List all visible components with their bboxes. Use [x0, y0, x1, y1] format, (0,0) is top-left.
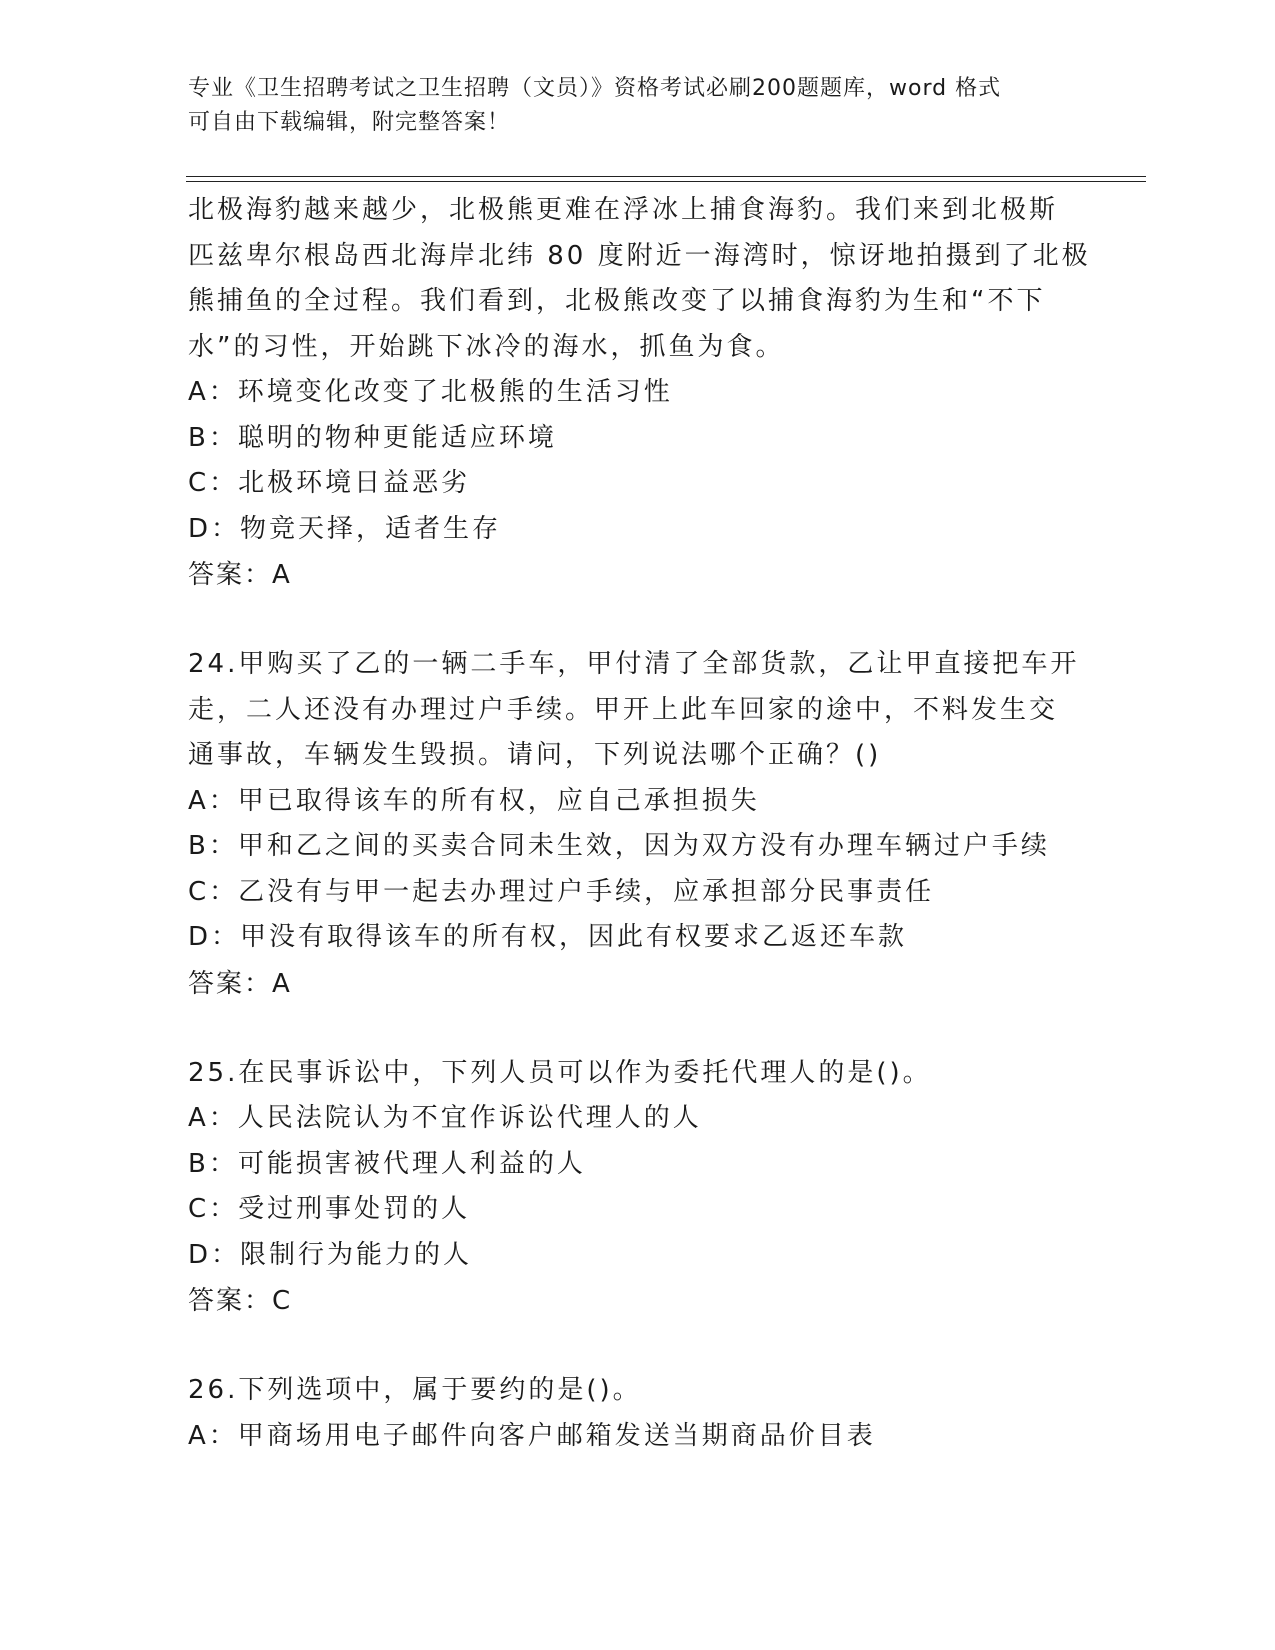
passage-block	[188, 188, 1091, 598]
question-stem-line: 25.在民事诉讼中，下列人员可以作为委托代理人的是()。	[188, 1057, 932, 1088]
spacer	[188, 1324, 1088, 1368]
option-b: B：聪明的物种更能适应环境	[188, 422, 557, 453]
question-stem-line: 走，二人还没有办理过户手续。甲开上此车回家的途中，不料发生交	[188, 694, 1059, 725]
spacer	[188, 598, 1088, 642]
question-stem-line: 24.甲购买了乙的一辆二手车，甲付清了全部货款，乙让甲直接把车开	[188, 649, 1080, 679]
spacer	[188, 1007, 1088, 1051]
question-26	[188, 1368, 1088, 1459]
option-c: C：受过刑事处罚的人	[188, 1194, 471, 1224]
option-a: A：环境变化改变了北极熊的生活习性	[188, 377, 673, 407]
passage-line: 熊捕鱼的全过程。我们看到，北极熊改变了以捕食海豹为生和“不下	[188, 286, 1046, 316]
answer-line: 答案：A	[188, 968, 292, 999]
question-24	[188, 642, 1088, 1007]
option-a: A：甲商场用电子邮件向客户邮箱发送当期商品价目表	[188, 1420, 876, 1451]
option-a: A：人民法院认为不宜作诉讼代理人的人	[188, 1103, 702, 1133]
question-stem-line: 26.下列选项中，属于要约的是()。	[188, 1375, 642, 1405]
question-stem-line: 通事故，车辆发生毁损。请问，下列说法哪个正确？()	[188, 740, 882, 770]
passage-line: 水”的习性，开始跳下冰冷的海水，抓鱼为食。	[188, 331, 785, 362]
header-line-2: 可自由下载编辑，附完整答案！	[188, 110, 511, 135]
option-d: D：甲没有取得该车的所有权，因此有权要求乙返还车款	[188, 922, 908, 952]
option-d: D：限制行为能力的人	[188, 1239, 473, 1270]
passage-line: 匹兹卑尔根岛西北海岸北纬 80 度附近一海湾时，惊讶地拍摄到了北极	[188, 240, 1091, 271]
document-body	[188, 188, 1091, 1459]
header-line-1: 专业《卫生招聘考试之卫生招聘（文员）》资格考试必刷200题题库，word 格式	[188, 76, 1002, 101]
option-c: C：北极环境日益恶劣	[188, 468, 471, 498]
answer-line: 答案：A	[188, 560, 292, 590]
option-c: C：乙没有与甲一起去办理过户手续，应承担部分民事责任	[188, 876, 935, 907]
header-divider	[186, 176, 1146, 182]
question-25	[188, 1051, 1088, 1325]
document-header	[188, 72, 1068, 140]
passage-line: 北极海豹越来越少，北极熊更难在浮冰上捕食海豹。我们来到北极斯	[188, 195, 1059, 225]
option-b: B：甲和乙之间的买卖合同未生效，因为双方没有办理车辆过户手续	[188, 831, 1050, 861]
option-a: A：甲已取得该车的所有权，应自己承担损失	[188, 785, 760, 816]
option-d: D：物竞天择，适者生存	[188, 513, 502, 544]
answer-line: 答案：C	[188, 1286, 293, 1316]
option-b: B：可能损害被代理人利益的人	[188, 1148, 586, 1179]
